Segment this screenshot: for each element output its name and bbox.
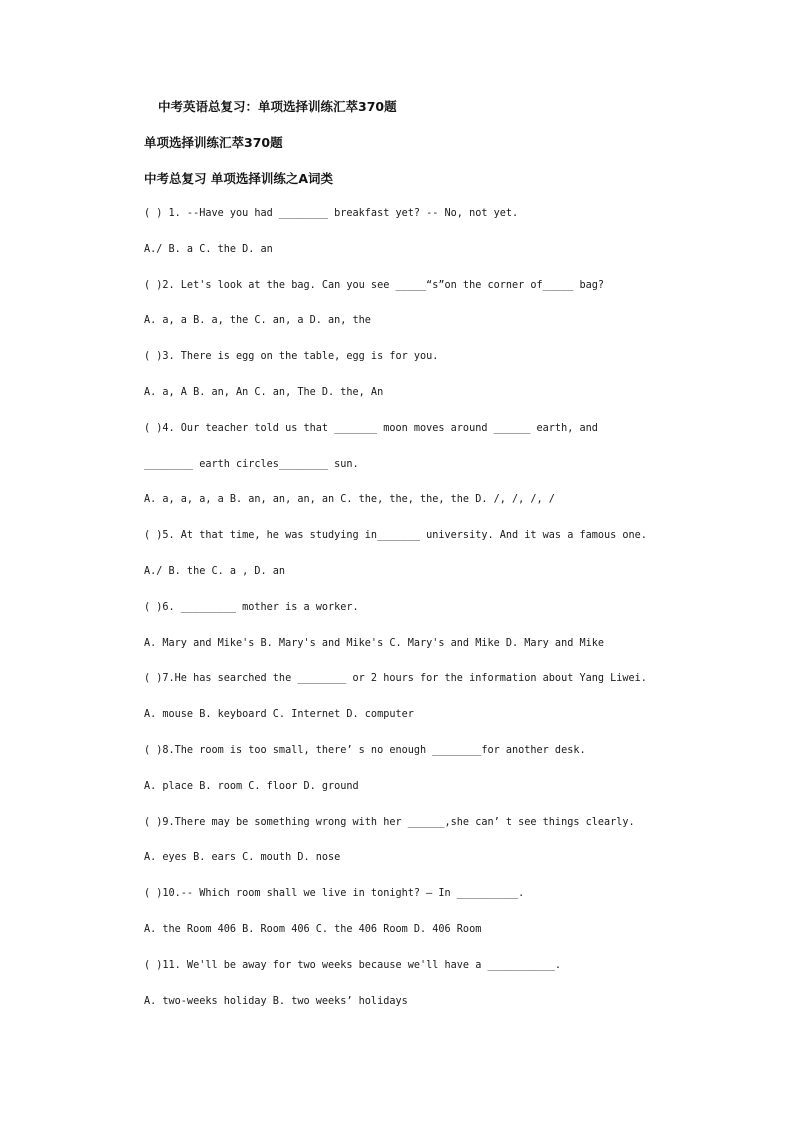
subsection-heading: 中考总复习 单项选择训练之A词类 — [144, 171, 334, 186]
question-line: ( )5. At that time, he was studying in_______ university. And it was a famous one. — [144, 530, 647, 541]
question-line: ________ earth circles________ sun. — [144, 459, 359, 470]
document-title: 中考英语总复习：单项选择训练汇萃370题 — [158, 99, 397, 114]
question-line: ( ) 1. --Have you had ________ breakfast yet? -- No, not yet. — [144, 208, 519, 219]
question-line: ( )10.-- Which room shall we live in tonight? — In __________. — [144, 888, 525, 899]
question-line: ( )9.There may be something wrong with her ______,she can’ t see things clearly. — [144, 817, 635, 828]
question-line: ( )11. We'll be away for two weeks because we'll have a ___________. — [144, 960, 562, 971]
options-line: A. mouse B. keyboard C. Internet D. computer — [144, 709, 414, 720]
options-line: A. place B. room C. floor D. ground — [144, 781, 359, 792]
question-line: ( )2. Let's look at the bag. Can you see _____“s”on the corner of_____ bag? — [144, 280, 605, 291]
options-line: A. a, a B. a, the C. an, a D. an, the — [144, 315, 371, 326]
options-line: A./ B. a C. the D. an — [144, 244, 273, 255]
question-line: ( )3. There is egg on the table, egg is for you. — [144, 351, 439, 362]
options-line: A. two-weeks holiday B. two weeks’ holidays — [144, 996, 408, 1007]
question-line: ( )4. Our teacher told us that _______ moon moves around ______ earth, and — [144, 423, 598, 434]
options-line: A. a, a, a, a B. an, an, an, an C. the, the, the, the D. /, /, /, / — [144, 494, 555, 505]
question-line: ( )7.He has searched the ________ or 2 hours for the information about Yang Liwei. — [144, 673, 647, 684]
section-heading: 单项选择训练汇萃370题 — [144, 135, 283, 150]
options-line: A. Mary and Mike's B. Mary's and Mike's C. Mary's and Mike D. Mary and Mike — [144, 638, 605, 649]
options-line: A. eyes B. ears C. mouth D. nose — [144, 852, 341, 863]
question-line: ( )8.The room is too small, there’ s no enough ________for another desk. — [144, 745, 586, 756]
options-line: A./ B. the C. a , D. an — [144, 566, 286, 577]
question-line: ( )6. _________ mother is a worker. — [144, 602, 359, 613]
options-line: A. a, A B. an, An C. an, The D. the, An — [144, 387, 384, 398]
options-line: A. the Room 406 B. Room 406 C. the 406 Room D. 406 Room — [144, 924, 482, 935]
